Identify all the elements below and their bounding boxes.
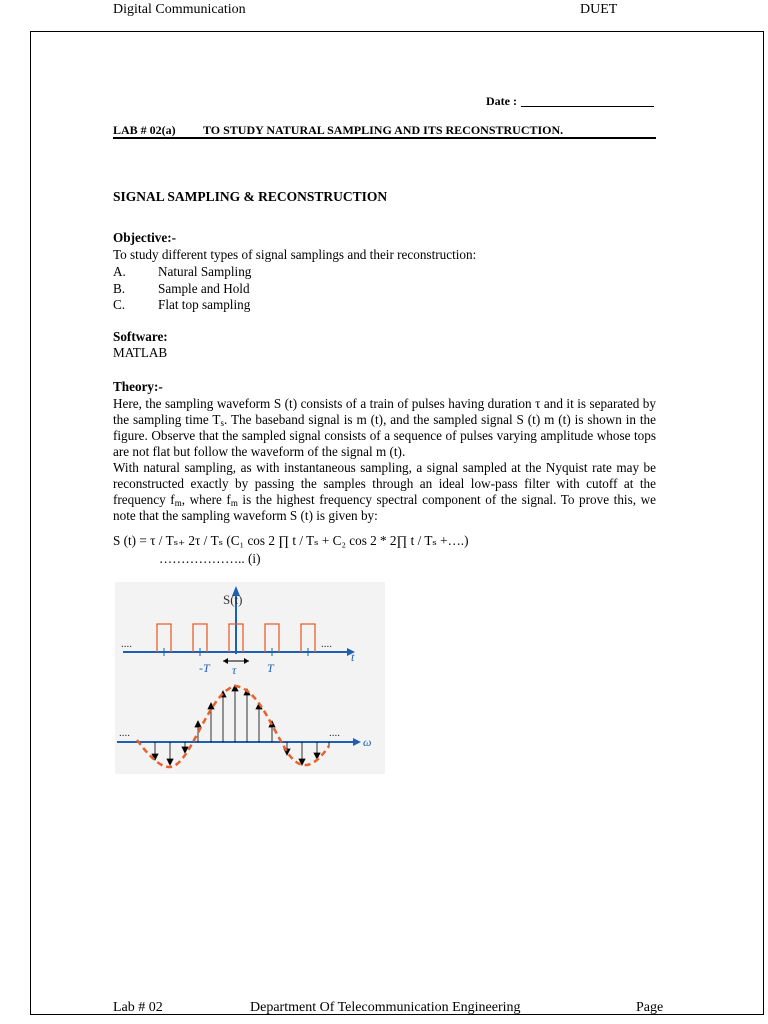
dots-right-top: ....: [321, 638, 332, 650]
figure-background: [115, 582, 385, 774]
footer-left: Lab # 02: [113, 1000, 163, 1015]
equation-line-2: ……………….. (i): [159, 551, 261, 566]
list-letter: B.: [113, 281, 126, 296]
list-text: Flat top sampling: [158, 297, 251, 312]
list-letter: A.: [113, 264, 126, 279]
objective-intro: To study different types of signal samplings and their reconstruction:: [113, 247, 477, 262]
date-line: [521, 94, 654, 107]
theory-paragraph-2: With natural sampling, as with instantaneous sampling, a signal sampled at the Nyquist rate may be reconstructed exactly by passing the samples through an ideal low-pass filter with cutoff at the frequency $f_m$, where $f_m$ is the highest frequency spectral component of the signal. To prove this, we note that the sampling waveform S (t) is given by:: [113, 460, 656, 523]
list-letter: C.: [113, 297, 126, 312]
header-left: Digital Communication: [113, 2, 246, 17]
sampling-figure: [115, 582, 385, 774]
software-heading: Software:: [113, 329, 168, 344]
lab-number: LAB # 02(a): [113, 123, 176, 137]
header-right: DUET: [580, 2, 618, 17]
date-field: [486, 93, 654, 109]
minus-t-label: -T: [199, 661, 210, 675]
date-label: Date :: [486, 94, 517, 108]
equation-line-1: S (t) = τ / Tₛ₊ 2τ / Tₛ (C₁ cos 2 ∏ t / Tₛ + C₂ cos 2 * 2∏ t / Tₛ +….): [113, 533, 469, 548]
s-of-t-label: S(t): [223, 592, 243, 607]
tau-label: τ: [232, 663, 237, 677]
footer-center: Department Of Telecommunication Engineering: [250, 1000, 521, 1015]
dots-left-bottom: ....: [119, 727, 130, 739]
lab-title: TO STUDY NATURAL SAMPLING AND ITS RECONSTRUCTION.: [203, 123, 564, 137]
omega-label: ω: [363, 735, 372, 749]
list-text: Natural Sampling: [158, 264, 252, 279]
dots-right-bottom: ....: [329, 727, 340, 739]
theory-paragraph-1: Here, the sampling waveform S (t) consists of a train of pulses having duration τ and it is separated by the sampling time $T_s$. The baseband signal is m (t), and the sampled signal S (t) m (t) is shown in the figure. Observe that the sampled signal consists of a sequence of pulses varying amplitude whose tops are not flat but follow the waveform of the signal m (t).: [113, 396, 656, 459]
software-value: MATLAB: [113, 345, 168, 360]
theory-body: [113, 396, 656, 524]
list-item: [113, 281, 250, 297]
t-axis-label: t: [351, 650, 355, 664]
list-text: Sample and Hold: [158, 281, 250, 296]
objective-heading: Objective:-: [113, 230, 176, 245]
section-title: SIGNAL SAMPLING & RECONSTRUCTION: [113, 189, 388, 204]
theory-heading: Theory:-: [113, 379, 163, 394]
list-item: [113, 297, 250, 313]
dots-left-top: ....: [121, 638, 132, 650]
lab-rule: [113, 137, 656, 139]
footer-right: Page: [636, 1000, 664, 1015]
t-period-label: T: [267, 661, 274, 675]
list-item: [113, 264, 251, 280]
